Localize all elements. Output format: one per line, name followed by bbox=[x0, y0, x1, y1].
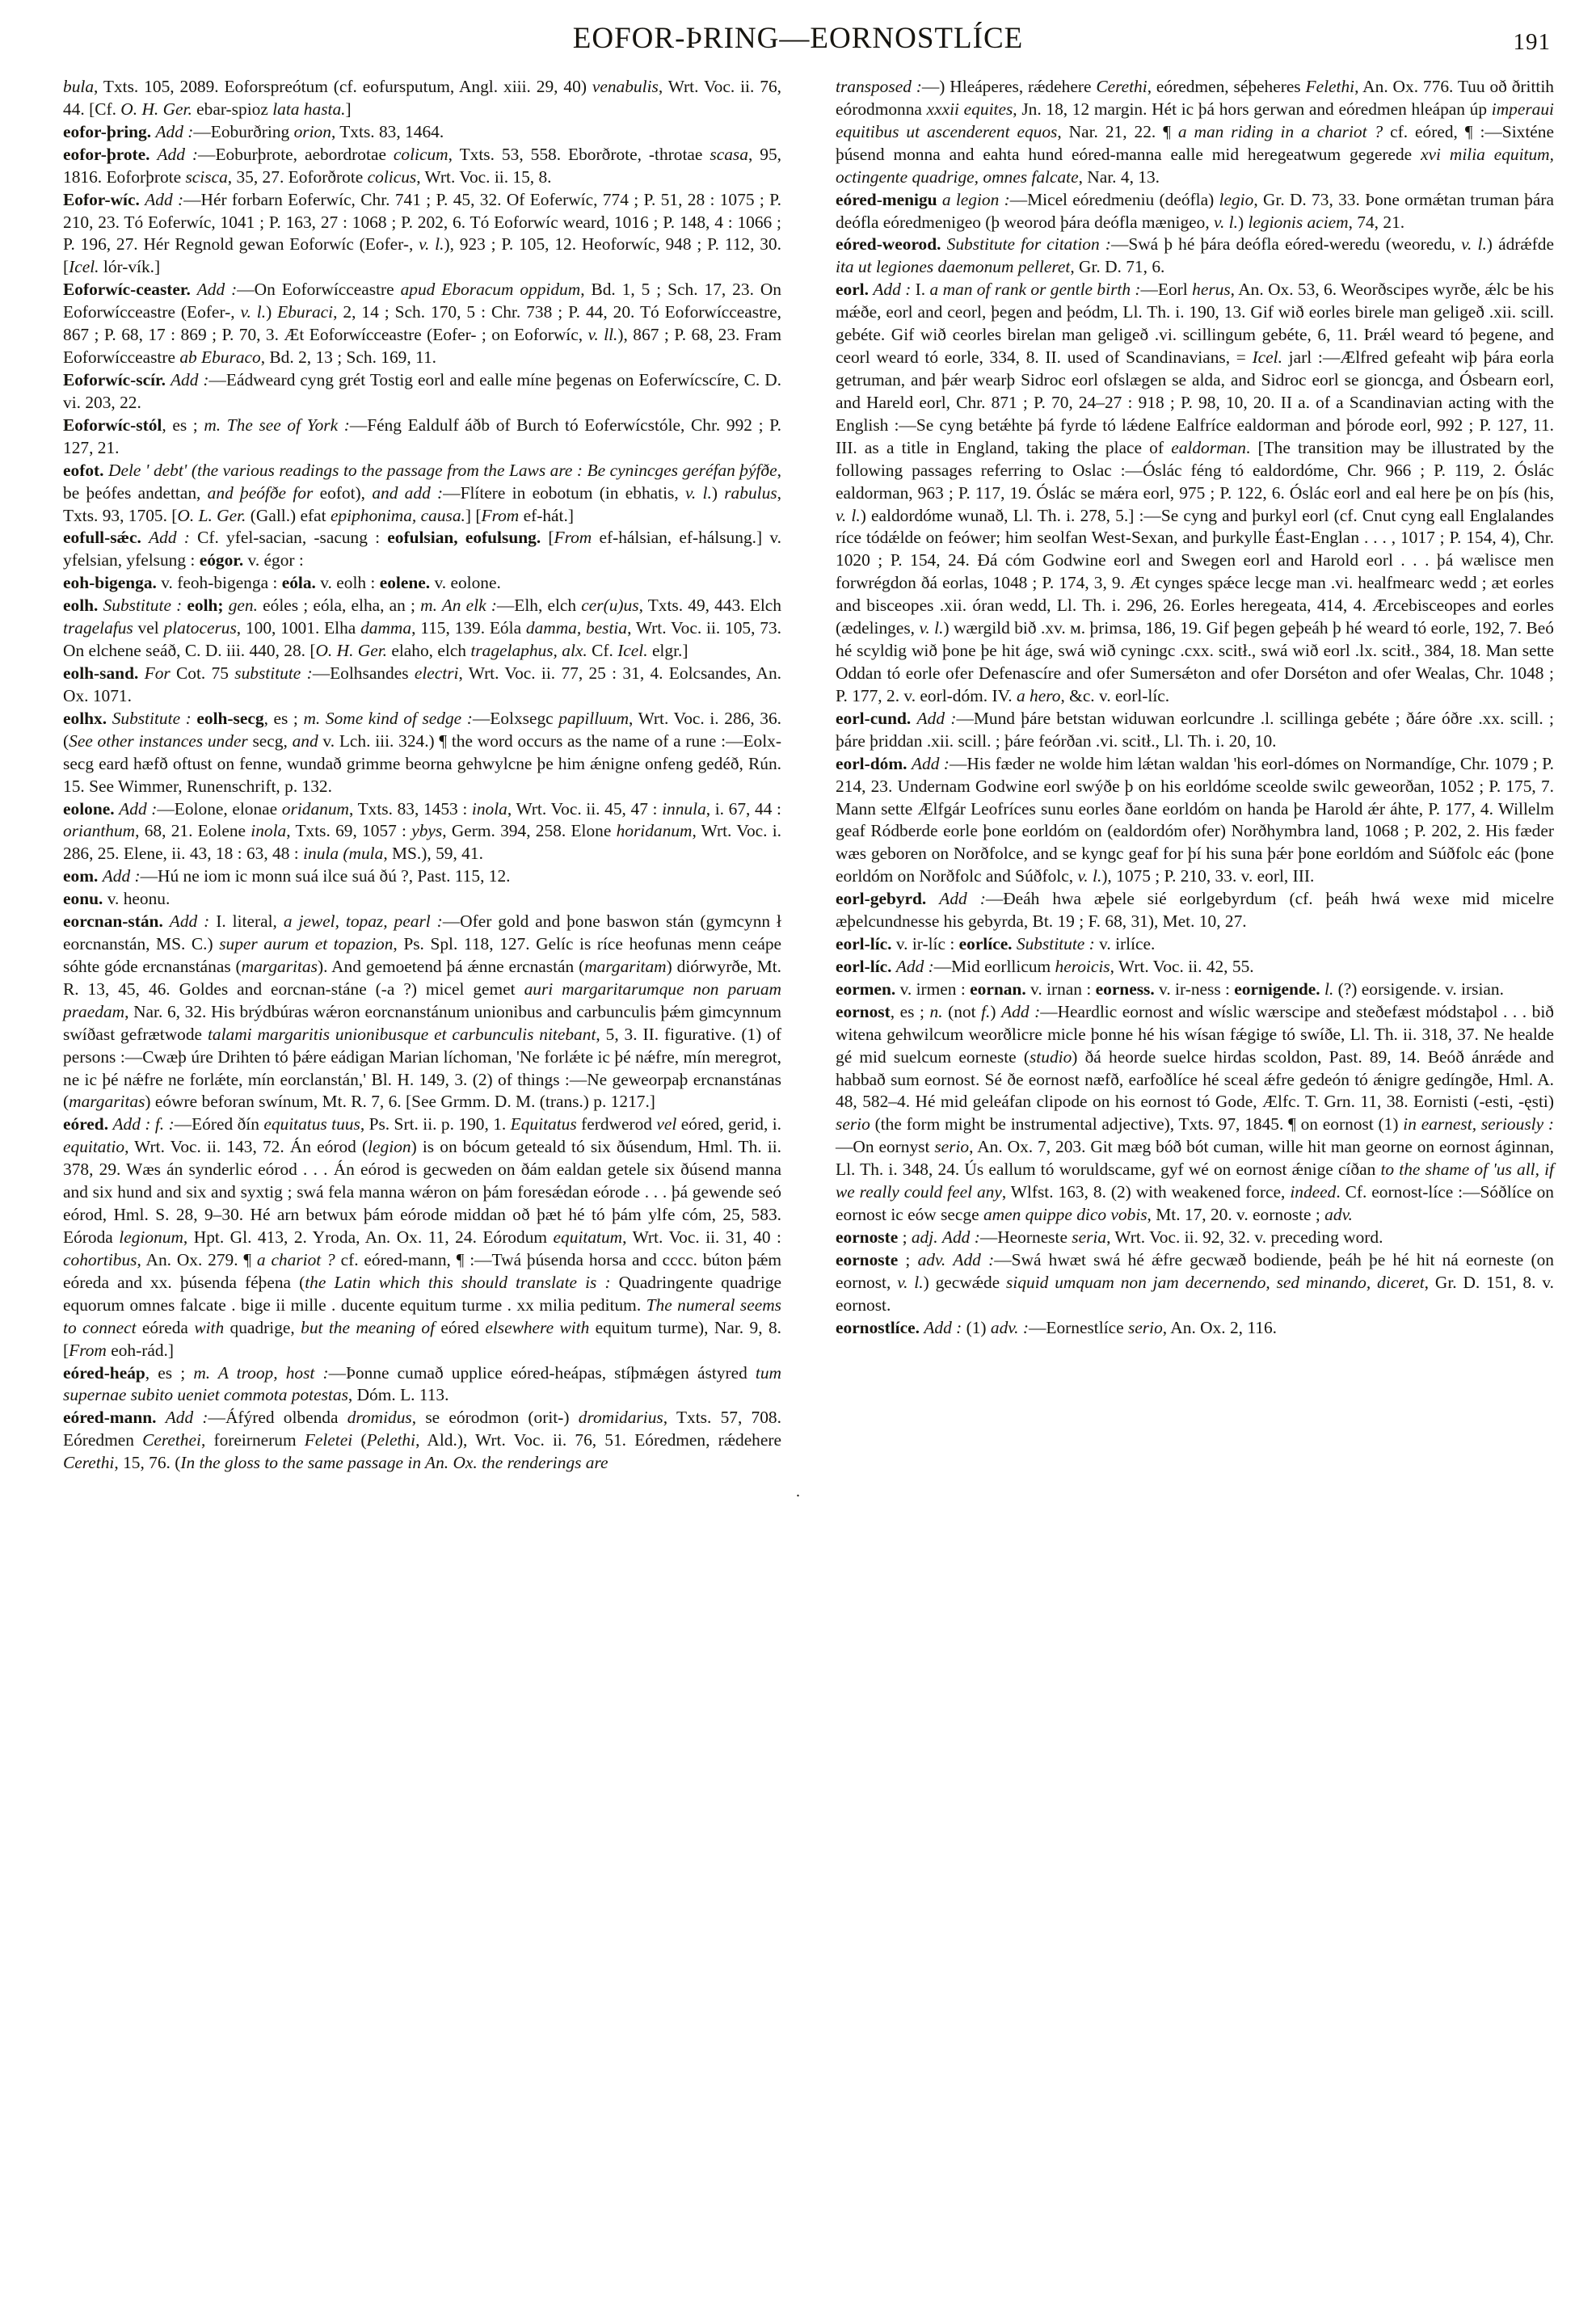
dictionary-entry: eolh-sand. For Cot. 75 substitute :—Eolhsandes electri, Wrt. Voc. ii. 77, 25 : 31, 4. Eolcsandes, An. Ox. 1071. bbox=[63, 663, 781, 705]
dictionary-entry: eorl-gebyrd. Add :—Ðeáh hwa æþele sié eorlgebyrdum (cf. þeáh hwá wexe mid micelre æþelcundnesse his gebyrda, Bt. 19 ; F. 68, 31), Met. 10, 27. bbox=[836, 889, 1554, 932]
dictionary-entry: eornostlíce. Add : (1) adv. :—Eornestlíce serio, An. Ox. 2, 116. bbox=[836, 1317, 1278, 1337]
dictionary-entry: eolhx. Substitute : eolh-secg, es ; m. Some kind of sedge :—Eolxsegc papilluum, Wrt. Voc. i. 286, 36. (See other instances under secg, and v. Lch. iii. 324.) ¶ the word occurs as the name of a rune :—Eolx-secg eard hæfð oftust on fenne, wundað grimme beorna gehwylcne þe him ǽnigne onfeng gedéð, Rún. 15. See Wimmer, Runenschrift, p. 132. bbox=[63, 708, 782, 796]
dictionary-entry: Eoforwíc-scír. Add :—Eádweard cyng grét Tostig eorl and ealle míne þegenas on Eoferwícscíre, C. D. vi. 203, 22. bbox=[63, 369, 781, 412]
dictionary-entry: eornost, es ; n. (not f.) Add :—Heardlic eornost and wíslic wærscipe and steðefæst módstaþol . . . bið witena gehwilcum weorðlicre micle þonne hé his wísan fǽgige tó swíðe, Ll. Th. ii. 318, 37. Ne healde gé mid suelcum eorneste (studio) ðá heorde suelce hirdas scoldon, Past. 89, 14. Beóð ánrǽde and habbað sum eornost. Sé ðe eornost næfð, earfoðlíce hé sceal ǽfre gedeón tó ǽnigre gedíngðe, Hml. A. 48, 582–4. Hé mid geleáfan clipode on his eornost tó Gode, Ælfc. T. Grn. 11, 38. Eornisti (-esti, -ęsti) serio (the form might be instrumental adjective), Txts. 97, 1845. ¶ on eornost (1) in earnest, seriously :—On eornyst serio, An. Ox. 7, 203. Git mæg bóð bót cuman, wille hit man georne on eornost áginnan, Ll. Th. i. 348, 24. Ús eallum tó woruldscame, gyf wé on eornost ǽnige cíðan to the shame of 'us all, if we really could feel any, Wlfst. 163, 8. (2) with weakened force, indeed. Cf. eornost-líce :—Sóðlíce on eornost ic eów secge amen quippe dico vobis, Mt. 17, 20. v. eornoste ; adv. bbox=[836, 1001, 1554, 1225]
dictionary-entry: Eofor-wíc. Add :—Hér forbarn Eoferwíc, Chr. 741 ; P. 45, 32. Of Eoferwíc, 774 ; P. 51, 28 : 1075 ; P. 210, 23. Tó Eoferwíc, 1041 ; P. 163, 27 : 1068 ; P. 202, 6. Tó Eoforwíc weard, 1016 ; P. 148, 4 : 1066 ; P. 196, 27. Hér Regnold gewan Eoforwíc (Eofer-, v. l.), 923 ; P. 105, 12. Heoforwíc, 948 ; P. 112, 30. [Icel. lór-vík.] bbox=[63, 189, 781, 277]
dictionary-entry: bula, Txts. 105, 2089. Eoforspreótum (cf. eofursputum, Angl. xiii. 29, 40) venabulis, Wrt. Voc. ii. 76, 44. [Cf. O. H. Ger. ebar-spioz lata hasta.] bbox=[63, 77, 781, 119]
dictionary-entry: eonu. v. heonu. bbox=[63, 889, 171, 909]
dictionary-entry: eorl-dóm. Add :—His fæder ne wolde him lǽtan waldan 'his eorl-dómes on Normandíge, Chr. 1079 ; P. 214, 23. Undernam Godwine eorl swýðe þ on his eorldóme sceolde swilc geweorðan, 1052 ; P. 175, 7. Mann sette Ælfgár Leofríces sunu eorles ðane eorldóm on handa þe Harold ǽr áhte, P. 177, 4. Willelm geaf Ródberde eorle þone eorldóm on (ealdordóm ofer) Norðhymbra land, 1068 ; P. 202, 2. His fæder wæs geboren on Norðfolce, and se kyngc geaf for þí his suna þǽr þone eorldóm and Súðfolc eác (þone eorldóm on Norðfolc and Súðfolc, v. l.), 1075 ; P. 210, 33. v. eorl, III. bbox=[836, 753, 1554, 886]
dictionary-entry: eom. Add :—Hú ne iom ic monn suá ilce suá ðú ?, Past. 115, 12. bbox=[63, 866, 511, 886]
dictionary-entry: eorl-líc. Add :—Mid eorllicum heroicis, Wrt. Voc. ii. 42, 55. bbox=[836, 956, 1254, 976]
dictionary-entry: eorl-líc. v. ir-líc : eorlíce. Substitute : v. irlíce. bbox=[836, 934, 1156, 954]
dictionary-entry: eolone. Add :—Eolone, elonae oridanum, Txts. 83, 1453 : inola, Wrt. Voc. ii. 45, 47 : innula, i. 67, 44 : orianthum, 68, 21. Eolene inola, Txts. 69, 1057 : ybys, Germ. 394, 258. Elone horidanum, Wrt. Voc. i. 286, 25. Elene, ii. 43, 18 : 63, 48 : inula (mula, MS.), 59, 41. bbox=[63, 798, 781, 864]
dictionary-entry: eóred-heáp, es ; m. A troop, host :—Þonne cumað upplice eóred-heápas, stíþmǽgen ástyred tum supernae subito ueniet commota potestas, Dóm. L. 113. bbox=[63, 1362, 781, 1405]
running-head bbox=[42, 21, 1554, 71]
column-right bbox=[815, 76, 1554, 1340]
two-column-body bbox=[42, 76, 1554, 1475]
dictionary-entry: eorcnan-stán. Add : I. literal, a jewel, topaz, pearl :—Ofer gold and þone baswon stán (gymcynn ł eorcnanstán, MS. C.) super aurum et topazion, Ps. Spl. 118, 127. Gelíc is ríce heofunas menn ceápe sóhte góde ercnanstánas (margaritas). And gemoetend þá ǽnne ercnastán (margaritam) diórwyrðe, Mt. R. 13, 45, 46. Goldes and eorcnan-stáne (-a ?) micel gemet auri margaritarumque non paruam praedam, Nar. 6, 32. His brýdbúras wǽron eorcnanstánum unionibus and carbunculis þǽm gimcynnum swíðast gefrætwode talami margaritis unionibusque et carbunculis nitebant, 5, 3. II. figurative. (1) of persons :—Cwæþ úre Drihten tó þǽre eádigan Marian líchoman, 'Ne forlǽte ic þé nǽfre, mín meregrot, ne ic þé nǽfre ne forlǽte, mín eorclanstán,' Bl. H. 149, 3. (2) of things :—Ne geweorpaþ ercnanstánas (margaritas) eówre beforan swínum, Mt. R. 7, 6. [See Grmm. D. M. (trans.) p. 1217.] bbox=[63, 911, 782, 1112]
dictionary-entry: eóred. Add : f. :—Eóred ðín equitatus tuus, Ps. Srt. ii. p. 190, 1. Equitatus ferdwerod vel eóred, gerid, i. equitatio, Wrt. Voc. ii. 143, 72. Án eórod (legion) is on bócum geteald tó six ðúsendum, Hml. Th. ii. 378, 29. Wæs án synderlic eórod . . . Án eórod is gecweden on ðám ealdan getele six ðúsend manna and six hund and six and syxtig ; swá fela manna wǽron on þám foresǽdan eórode . . . þá gewende seó eórod, Hml. S. 28, 9–30. Hé arn betwux þám eórode middan oð þæt hé tó þám ylfe cóm, 25, 583. Eóroda legionum, Hpt. Gl. 413, 2. Yroda, An. Ox. 11, 24. Eórodum equitatum, Wrt. Voc. ii. 31, 40 : cohortibus, An. Ox. 279. ¶ a chariot ? cf. eóred-mann, ¶ :—Twá þúsenda horsa and cccc. búton þǽm eóreda and xx. þúsenda féþena (the Latin which this should translate is : Quadringente quadrige equorum omnes falcate . bige ii mille . ducente equitum turme . xx milia peditum. The numeral seems to connect eóreda with quadrige, but the meaning of eóred elsewhere with equitum turme), Nar. 9, 8. [From eoh-rád.] bbox=[63, 1114, 782, 1360]
dictionary-entry: transposed :—) Hleáperes, rǽdehere Cerethi, eóredmen, séþeheres Felethi, An. Ox. 776. Tuu oð ðrittih eórodmonna xxxii equites, Jn. 18, 12 margin. Hét ic þá hors gerwan and eóredmen hleápan úp imperaui equitibus ut ascenderent equos, Nar. 21, 22. ¶ a man riding in a chariot ? cf. eóred, ¶ :—Sixténe þúsend monna and eahta hund eóred-manna ealle mid heregeatwum gegerede xvi milia equitum, octingente quadrige, omnes falcate, Nar. 4, 13. bbox=[836, 77, 1555, 187]
dictionary-entry: eorl. Add : I. a man of rank or gentle birth :—Eorl herus, An. Ox. 53, 6. Weorðscipes wyrðe, ǽlc be his mǽðe, eorl and ceorl, þegen and þeódm, Ll. Th. i. 190, 13. Gif wið eorles birele man geligeð .xii. scill. gebéte. Gif wið ceorles birelan man geligeð .vi. scillingum gebéte, 6, 11. Þrǽl weard tó þegene, and ceorl weard tó eorle, 334, 8. II. used of Scandinavians, = Icel. jarl :—Ælfred gefeaht wiþ þára eorla getruman, and þǽr wearþ Sidroc eorl ofslægen se alda, and Sidroc eorl se gioncga, and Ósbearn eorl, and Hareld eorl, Chr. 871 ; P. 70, 24–27 : 918 ; P. 98, 10, 20. II a. of a Scandinavian acting with the English :—Se cyng betǽhte þá fyrde tó lǽdene Ealfríce ealdorman and þórode eorl, 992 ; P. 127, 11. III. as a title in England, taking the place of ealdorman. [The transition may be illustrated by the following passages referring to Oslac :—Óslác féng tó ealdordóme, Chr. 966 ; P. 119, 2. Óslác ealdorman, 963 ; P. 117, 19. Óslác se mǽra eorl, 975 ; P. 122, 6. Óslác eorl and eal here þe on þís (his, v. l.) ealdordóme wunað, Ll. Th. i. 278, 5.] :—Se cyng and þurkyl eorl (cf. Cnut cyng eall Englalandes ríce tódǽlde on feówer; him seolfan West-Sexan, and þurkylle Éast-Englan . . . , 1017 ; P. 154, 4), Chr. 1020 ; P. 154, 24. Ðá cóm Godwine eorl and Swegen eorl and Harold eorl . . . þá wælisce men forwrégdon ðá eorlas, 1048 ; P. 174, 3, 9. Æt cynges spǽce lecge man .vi. healfmearc wedd ; æt eorles and bisceopes .xii. óran wedd, Ll. Th. i. 296, 26. Eorles heregeata, 414, 4. Ærcebisceopes and eorles (ædelinges, v. l.) wærgild bið .xv. м. þrimsa, 186, 19. Gif þegen geþeáh þ hé weard tó eorle, 192, 7. Beó hé scyldig wið þone þe hit áge, swá wið cyningc .cxx. scitł., swá wið eorl .lx. scitł., 384, 18. Man sette Oddan tó eorle ofer Defenascíre and ofer Sumersǽton and ofer Dorséton and ofer Wealas, Chr. 1048 ; P. 177, 2. v. eorl-dóm. IV. a hero, &c. v. eorl-líc. bbox=[836, 280, 1555, 705]
dictionary-entry: eóred-weorod. Substitute for citation :—Swá þ hé þára deófla eóred-weredu (weoredu, v. l.) ádrǽfde ita ut legiones daemonum pelleret, Gr. D. 71, 6. bbox=[836, 234, 1554, 277]
bottom-mark: . bbox=[796, 1483, 800, 1501]
dictionary-entry: eofor-þring. Add :—Eoburðring orion, Txts. 83, 1464. bbox=[63, 121, 444, 141]
dictionary-entry: eornoste ; adj. Add :—Heorneste seria, Wrt. Voc. ii. 92, 32. v. preceding word. bbox=[836, 1227, 1383, 1248]
dictionary-entry: eornoste ; adv. Add :—Swá hwæt swá hé ǽfre gecwæð bodiende, þeáh þe hé hit ná eorneste (on eornost, v. l.) gecwǽde siquid umquam non jam decernendo, sed minando, diceret, Gr. D. 151, 8. v. eornost. bbox=[836, 1249, 1554, 1315]
dictionary-entry: eóred-menigu a legion :—Micel eóredmeniu (deófla) legio, Gr. D. 73, 33. Þone ormǽtan truman þára deófla eóredmenigeo (þ weorod þára deófla mænigeo, v. l.) legionis aciem, 74, 21. bbox=[836, 189, 1554, 232]
page-number: 191 bbox=[1513, 29, 1551, 55]
dictionary-entry: eorl-cund. Add :—Mund þáre betstan widuwan eorlcundre .l. scillinga gebéte ; ðáre óðre .xx. scill. ; þáre þriddan .xii. scill. ; þáre feórðan .vi. scitł., Ll. Th. i. 20, 10. bbox=[836, 708, 1554, 751]
dictionary-entry: Eoforwíc-stól, es ; m. The see of York :—Féng Ealdulf áðb of Burch tó Eoferwícstóle, Chr. 992 ; P. 127, 21. bbox=[63, 415, 782, 457]
column-left bbox=[42, 76, 781, 1475]
dictionary-entry: eofor-þrote. Add :—Eoburþrote, aebordrotae colicum, Txts. 53, 558. Eborðrote, -throtae scasa, 95, 1816. Eoforþrote scisca, 35, 27. Eoforðrote colicus, Wrt. Voc. ii. 15, 8. bbox=[63, 144, 781, 187]
dictionary-entry: eoh-bigenga. v. feoh-bigenga : eóla. v. eolh : eolene. v. eolone. bbox=[63, 573, 501, 593]
dictionary-entry: eofull-sǽc. Add : Cf. yfel-sacian, -sacung : eofulsian, eofulsung. [From ef-hálsian, ef-hálsung.] v. yfelsian, yfelsung : eógor. v. égor : bbox=[63, 528, 781, 570]
dictionary-entry: eóred-mann. Add :—Áfýred olbenda dromidus, se eórodmon (orit-) dromidarius, Txts. 57, 708. Eóredmen Cerethei, foreirnerum Feletei (Pelethi, Ald.), Wrt. Voc. ii. 76, 51. Eóredmen, rǽdehere Cerethi, 15, 76. (In the gloss to the same passage in An. Ox. the renderings are bbox=[63, 1408, 781, 1473]
dictionary-entry: eofot. Dele ' debt' (the various readings to the passage from the Laws are : Be cynincges geréfan þýfðe, be þeófes andettan, and þeófðe for eofot), and add :—Flítere in eobotum (in ebhatis, v. l.) rabulus, Txts. 93, 1705. [O. L. Ger. (Gall.) efat epiphonima, causa.] [From ef-hát.] bbox=[63, 460, 781, 525]
dictionary-entry: eormen. v. irmen : eornan. v. irnan : eorness. v. ir-ness : eornigende. l. (?) eorsigende. v. irsian. bbox=[836, 979, 1504, 999]
dictionary-entry: Eoforwíc-ceaster. Add :—On Eoforwícceastre apud Eboracum oppidum, Bd. 1, 5 ; Sch. 17, 23. On Eoforwícceastre (Eofer-, v. l.) Eburaci, 2, 14 ; Sch. 170, 5 : Chr. 738 ; P. 44, 20. Tó Eoforwícceastre, 867 ; P. 68, 17 : 869 ; P. 70, 3. Æt Eoforwícceastre (Eofer- ; on Eoforwíc, v. ll.), 867 ; P. 68, 23. Fram Eoforwícceastre ab Eburaco, Bd. 2, 13 ; Sch. 169, 11. bbox=[63, 280, 781, 368]
dictionary-entry: eolh. Substitute : eolh; gen. eóles ; eóla, elha, an ; m. An elk :—Elh, elch cer(u)us, Txts. 49, 443. Elch tragelafus vel platocerus, 100, 1001. Elha damma, 115, 139. Eóla damma, bestia, Wrt. Voc. ii. 105, 73. On elchene seáð, C. D. iii. 440, 28. [O. H. Ger. elaho, elch tragelaphus, alx. Cf. Icel. elgr.] bbox=[63, 596, 781, 661]
page-header-title: EOFOR-ÞRING—EORNOSTLÍCE bbox=[572, 22, 1024, 55]
